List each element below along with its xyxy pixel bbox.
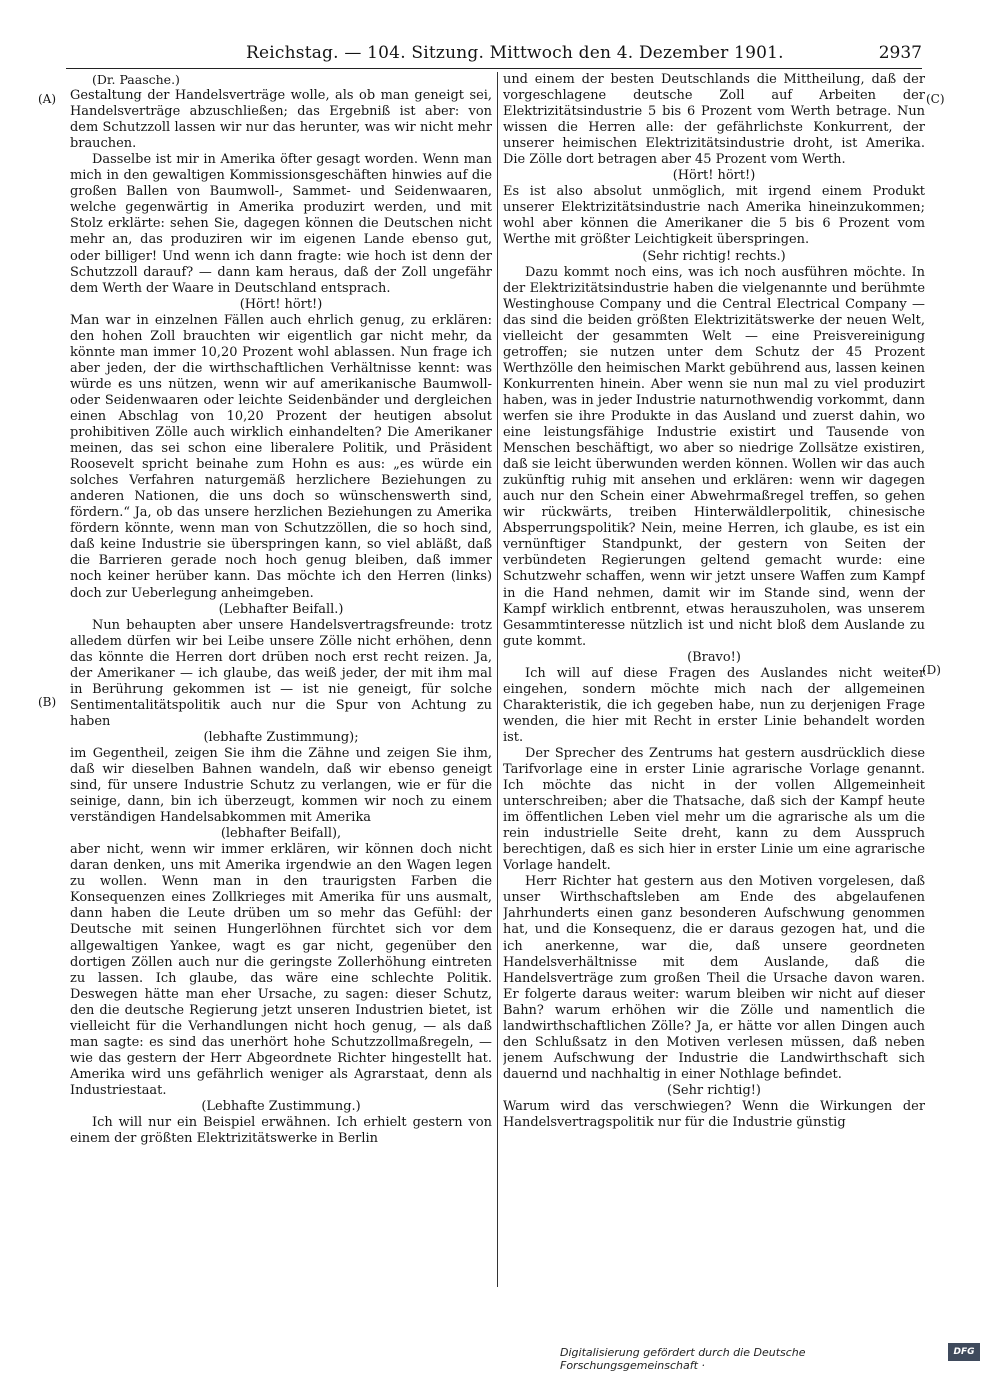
paragraph: Der Sprecher des Zentrums hat gestern ausdrücklich diese Tarifvorlage eine in erster Linie agrarische Vorlage genannt. Ich möchte das nicht in der vollen Allgemeinheit unterschreiben; aber die Thatsache, daß sich der Kampf heute im öffentlichen Leben viel mehr um die agrarische als um die rein industrielle Seite dreht, kann zu dem Ausspruch berechtigen, daß es sich hier in erster Linie um eine agrarische Vorlage handelt. [503, 745, 925, 874]
running-title: Reichstag. — 104. Sitzung. Mittwoch den 4. Dezember 1901. [246, 43, 784, 63]
interjection: (Sehr richtig! rechts.) [642, 248, 786, 264]
column-divider [497, 72, 498, 1287]
page-number: 2937 [878, 43, 922, 63]
margin-marker-b: (B) [38, 695, 57, 709]
interjection: (Hört! hört!) [672, 168, 756, 184]
interjection: (Bravo!) [687, 649, 741, 665]
paragraph: Es ist also absolut unmöglich, mit irgend einem Produkt unserer Elektrizitätsindustrie nach Amerika hineinzukommen; wohl aber können die Amerikaner die 5 bis 6 Prozent vom Werthe mit größter Leichtigkeit überspringen. [503, 184, 925, 248]
paragraph: aber nicht, wenn wir immer erklären, wir können doch nicht daran denken, uns mit Amerika irgendwie an den Wagen legen zu wollen. Wenn man in den traurigsten Farben die Konsequenzen eines Zollkrieges mit Amerika für uns ausmalt, dann haben die Leute drüben um so mehr das Gefühl: der Deutsche mit seinen Hungerlöhnen fürchtet sich vor dem allgewaltigen Yankee, wagt es gar nicht, gegenüber den dortigen Zöllen auch nur die geringste Zollerhöhung eintreten zu lassen. Ich glaube, das wäre eine schlechte Politik. Deswegen hätte man eher Ursache, zu sagen: dieser Schutz, den die deutsche Regierung jetzt unseren Industrien bietet, ist vielleicht für die Verhandlungen nicht hoch genug, — als daß man sagte: es sind das unerhört hohe Schutzzollmaßregeln, — wie das gestern der Herr Abgeordnete Richter hingestellt hat. Amerika wird uns gefährlich weniger als Agrarstaat, denn als Industriestaat. [70, 842, 492, 1098]
paragraph: Nun behaupten aber unsere Handelsvertragsfreunde: trotz alledem dürfen wir bei Leibe unsere Zölle nicht erhöhen, denn das könnte die Herren dort drüben noch erst recht reizen. Ja, der Amerikaner — ich glaube, das weiß jeder, der mit ihm mal in Berührung gekommen ist — ist nie geneigt, für solche Sentimentalitätspolitik auch nur die Spur von Achtung zu haben [70, 617, 492, 729]
margin-marker-d: (D) [922, 663, 941, 677]
speaker-name: (Dr. Paasche.) [92, 72, 180, 87]
left-column [70, 72, 492, 1287]
dfg-logo: DFG [948, 1343, 980, 1361]
paragraph: Ich will auf diese Fragen des Auslandes nicht weiter eingehen, sondern möchte mich nach der allgemeinen Charakteristik, die ich gegeben habe, nun zu derjenigen Frage wenden, die hier mit Recht in erster Linie behandelt worden ist. [503, 665, 925, 745]
interjection: (lebhafte Zustimmung); [203, 729, 359, 745]
interjection: (lebhafter Beifall), [220, 826, 342, 842]
page-footer [560, 1343, 980, 1372]
footer-credit: Digitalisierung gefördert durch die Deutsche Forschungsgemeinschaft · [560, 1346, 806, 1372]
right-column [503, 72, 925, 1287]
margin-marker-a: (A) [38, 92, 57, 106]
paragraph: Man war in einzelnen Fällen auch ehrlich genug, zu erklären: den hohen Zoll brauchten wir eigentlich gar nicht mehr, da könnte man immer 10,20 Prozent wohl ablassen. Nun frage ich aber jeden, der die wirthschaftlichen Verhältnisse kennt: was würde es uns nützen, wenn wir auf amerikanische Baumwoll- oder Seidenwaaren oder leichte Seidenbänder und dergleichen einen Abschlag von 10,20 Prozent der heutigen absolut prohibitiven Zölle auch wirklich einhandelten? Die Amerikaner meinen, das sei schon eine liberalere Politik, und Präsident Roosevelt spricht beinahe zum Hohn es aus: „es würde ein solches Verfahren naturgemäß herzlichere Beziehungen zu anderen Nationen, die uns doch so wünschenswerth sind, fördern.“ Ja, ob das unsere herzlichen Beziehungen zu Amerika fördern könnte, wenn man von Schutzzöllen, die so hoch sind, daß keine Industrie sie überspringen kann, so viel abläßt, daß die Barrieren gerade noch hoch genug bleiben, daß immer noch keiner herüber kann. Das möchte ich den Herren (links) doch zur Ueberlegung anheimgeben. [70, 312, 492, 601]
page-header [66, 42, 922, 69]
paragraph: Gestaltung der Handelsverträge wolle, als ob man geneigt sei, Handelsverträge abzuschließen; das Ergebniß ist aber: von dem Schutzzoll lassen wir nur das herunter, was wir nicht mehr brauchen. [70, 88, 492, 152]
interjection: (Lebhafte Zustimmung.) [201, 1099, 361, 1114]
interjection: (Hört! hört!) [239, 296, 323, 312]
paragraph: Dasselbe ist mir in Amerika öfter gesagt worden. Wenn man mich in den gewaltigen Kommissionsgeschäften hinwies auf die großen Ballen von Baumwoll-, Sammet- und Seidenwaaren, welche gegenwärtig in Amerika produzirt werden, und mit Stolz erklärte: sehen Sie, dagegen können die Deutschen nicht mehr an, das produziren wir im eigenen Lande ebenso gut, oder billiger! Und wenn ich dann fragte: wie hoch ist denn der Schutzzoll darauf? — dann kam heraus, daß der Zoll ungefähr dem Werth der Waare in Deutschland entsprach. [70, 152, 492, 296]
paragraph: Herr Richter hat gestern aus den Motiven vorgelesen, daß unser Wirthschaftsleben am Ende des abgelaufenen Jahrhunderts einen ganz besonderen Aufschwung genommen hat, und die Konsequenz, die er daraus gezogen hat, und die ich anerkenne, war die, daß unsere geordneten Handelsverhältnisse mit dem Auslande, daß die Handelsverträge zum großen Theil die Ursache davon waren. Er folgerte daraus weiter: warum bleiben wir nicht auf dieser Bahn? warum erhöhen wir die Zölle und namentlich die landwirthschaftlichen Zölle? Ja, er hätte vor allen Dingen auch den Schlußsatz in den Motiven verlesen müssen, daß neben jenem Aufschwung der Industrie die Landwirthschaft sich dauernd und nachhaltig in einer Nothlage befindet. [503, 874, 925, 1082]
margin-marker-c: (C) [926, 92, 945, 106]
interjection: (Sehr richtig!) [667, 1082, 761, 1098]
paragraph: im Gegentheil, zeigen Sie ihm die Zähne und zeigen Sie ihm, daß wir dieselben Bahnen wandeln, daß wir ebenso geneigt sind, für unsere Industrie Schutz zu verlangen, wie er für die seinige, dann, bin ich überzeugt, kommen wir noch zu einem verständigen Handelsabkommen mit Amerika [70, 745, 492, 826]
paragraph: Dazu kommt noch eins, was ich noch ausführen möchte. In der Elektrizitätsindustrie haben die vielgenannte und berühmte Westinghouse Company und die Central Electrical Company — das sind die beiden größten Elektrizitätswerke der neuen Welt, vielleicht der gesammten Welt — eine Preisvereinigung getroffen; sie nutzen unter dem Schutz der 45 Prozent Werthzölle den heimischen Markt gebührend aus, lassen keinen Konkurrenten hinein. Aber wenn sie nun mal zu viel produzirt haben, was in jeder Industrie naturnothwendig vorkommt, dann werfen sie ihre Produkte in das Ausland und zuerst dahin, wo eine leistungsfähige Industrie existirt und Tausende von Menschen beschäftigt, wo aber so niedrige Zollsätze existiren, daß sie leicht überwunden werden können. Wollen wir das auch zukünftig ruhig mit ansehen und erklären: wenn wir dagegen auch nur den Schein einer Abwehrmaßregel treffen, so gehen wir rückwärts, treiben Hinterwäldlerpolitik, chinesische Absperrungspolitik? Nein, meine Herren, ich glaube, es ist ein vernünftiger Standpunkt, der gestern von Seiten der verbündeten Regierungen geltend gemacht wurde: eine Schutzwehr schaffen, wenn wir jetzt unsere Waffen zum Kampf in die Hand nehmen, damit wir im Stande sind, wenn der Kampf wirklich entbrennt, etwas herauszuholen, was unserem Gesammtinteresse nützlich ist und nicht bloß dem Auslande zu gute kommt. [503, 264, 925, 649]
interjection: (Lebhafter Beifall.) [218, 601, 344, 617]
paragraph: Ich will nur ein Beispiel erwähnen. Ich erhielt gestern von einem der größten Elektrizitätswerke in Berlin [70, 1115, 492, 1147]
paragraph: und einem der besten Deutschlands die Mittheilung, daß der vorgeschlagene deutsche Zoll auf Arbeiten der Elektrizitätsindustrie 5 bis 6 Prozent vom Werth betrage. Nun wissen die Herren alle: der gefährlichste Konkurrent, der unserer heimischen Elektrizitätsindustrie droht, ist Amerika. Die Zölle dort betragen aber 45 Prozent vom Werth. [503, 72, 925, 168]
paragraph: Warum wird das verschwiegen? Wenn die Wirkungen der Handelsvertragspolitik nur für die Industrie günstig [503, 1099, 925, 1131]
